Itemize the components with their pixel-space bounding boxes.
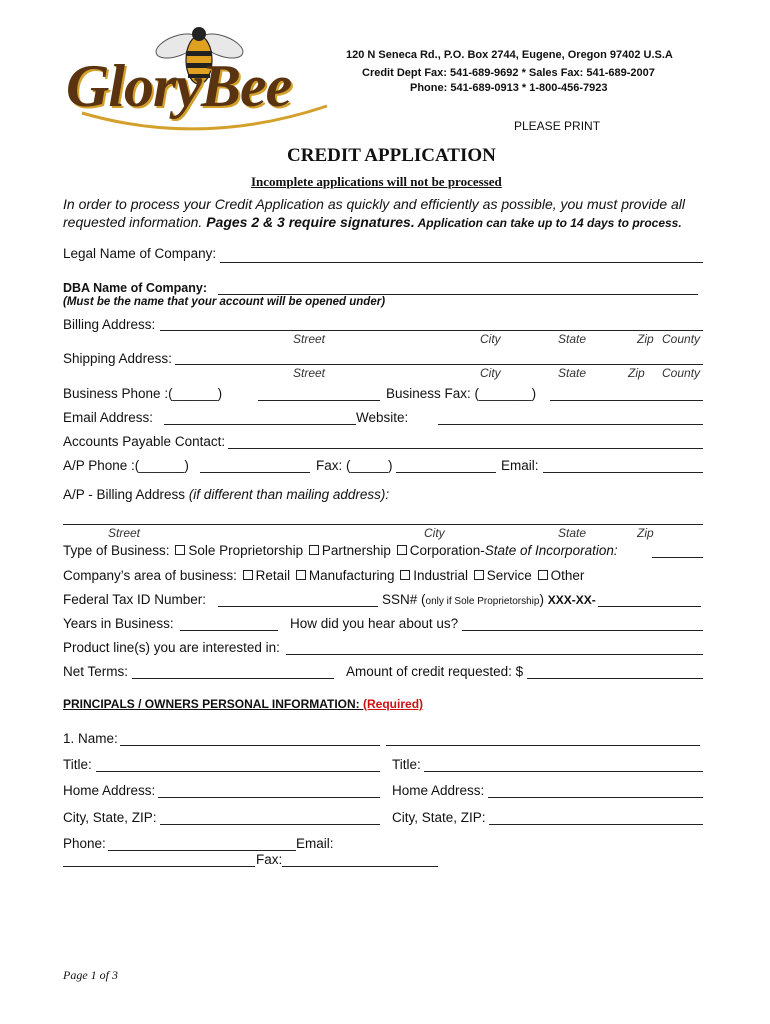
other-label: Other <box>550 568 585 583</box>
page-subtitle: Incomplete applications will not be processed <box>251 174 502 189</box>
ap-billing-label <box>63 487 389 502</box>
ap-email-line[interactable] <box>543 472 703 473</box>
principal-fax-line[interactable] <box>282 866 438 867</box>
sole-prop-label: Sole Proprietorship <box>188 543 304 558</box>
business-fax-label: Business Fax: (_______) <box>386 386 537 401</box>
principal-name-label: 1. Name: <box>63 731 118 746</box>
principal-1-city-line[interactable] <box>160 824 380 825</box>
legal-name-label: Legal Name of Company: <box>63 246 217 261</box>
billing-address-label: Billing Address: <box>63 317 156 332</box>
ap-fax-line[interactable] <box>396 472 496 473</box>
website-line[interactable] <box>438 424 703 425</box>
principal-fax-label: Fax: <box>256 852 283 867</box>
other-checkbox[interactable] <box>538 570 548 580</box>
principal-1-title-label: Title: <box>63 757 92 772</box>
ap-fax-label: Fax: (_____) <box>316 458 393 473</box>
manufacturing-label: Manufacturing <box>308 568 395 583</box>
billing-zip-label: Zip <box>637 332 654 346</box>
area-of-business-label: Company’s area of business: <box>63 568 237 583</box>
billing-state-label: State <box>558 332 587 346</box>
principal-email-label: Email: <box>296 836 334 851</box>
phone-info: Phone: 541-689-0913 * 1-800-456-7923 <box>410 82 608 94</box>
ap-zip-label: Zip <box>637 526 654 540</box>
logo-text: GloryBee <box>66 53 292 119</box>
shipping-county-label: County <box>662 366 701 380</box>
ssn-close: ) <box>539 592 544 607</box>
principal-1-title-line[interactable] <box>96 771 380 772</box>
ap-contact-line[interactable] <box>228 448 703 449</box>
fax-info: Credit Dept Fax: 541-689-9692 * Sales Fax: 541-689-2007 <box>362 67 655 79</box>
credit-requested-line[interactable] <box>527 678 703 679</box>
ap-email-label: Email: <box>501 458 539 473</box>
principal-2-name-line[interactable] <box>386 745 700 746</box>
shipping-street-label: Street <box>293 366 326 380</box>
service-checkbox[interactable] <box>474 570 484 580</box>
years-label: Years in Business: <box>63 616 174 631</box>
ap-billing-text: A/P - Billing Address <box>63 487 189 502</box>
corporation-label: Corporation- <box>409 543 485 558</box>
ssn-label: SSN# ( <box>382 592 426 607</box>
billing-city-label: City <box>480 332 501 346</box>
ap-phone-label: A/P Phone :(______) <box>63 458 189 473</box>
business-phone-line[interactable] <box>258 400 380 401</box>
product-lines-label: Product line(s) you are interested in: <box>63 640 280 655</box>
federal-tax-line[interactable] <box>218 606 378 607</box>
type-of-business-row <box>63 543 618 558</box>
principal-phone-label: Phone: <box>63 836 106 851</box>
product-lines-line[interactable] <box>286 654 703 655</box>
partnership-label: Partnership <box>321 543 391 558</box>
industrial-checkbox[interactable] <box>400 570 410 580</box>
website-label: Website: <box>356 410 409 425</box>
ap-city-label: City <box>424 526 445 540</box>
retail-label: Retail <box>255 568 291 583</box>
shipping-state-label: State <box>558 366 587 380</box>
dba-name-label: DBA Name of Company: <box>63 281 207 295</box>
ssn-line[interactable] <box>598 606 701 607</box>
please-print: PLEASE PRINT <box>514 119 601 133</box>
ap-state-label: State <box>558 526 587 540</box>
industrial-label: Industrial <box>413 568 469 583</box>
sole-prop-checkbox[interactable] <box>175 545 185 555</box>
years-line[interactable] <box>180 630 278 631</box>
principal-2-city-label: City, State, ZIP: <box>392 810 486 825</box>
principal-2-title-label: Title: <box>392 757 421 772</box>
ap-contact-label: Accounts Payable Contact: <box>63 434 226 449</box>
principal-2-city-line[interactable] <box>489 824 703 825</box>
net-terms-label: Net Terms: <box>63 664 129 679</box>
company-address: 120 N Seneca Rd., P.O. Box 2744, Eugene, Oregon 97402 U.S.A <box>346 49 673 61</box>
principals-heading <box>63 697 423 711</box>
intro-signatures: Pages 2 & 3 require signatures. <box>206 214 415 230</box>
ap-billing-note: (if different than mailing address): <box>188 487 390 502</box>
principal-1-home-line[interactable] <box>158 797 380 798</box>
billing-address-line[interactable] <box>160 330 703 331</box>
shipping-address-label: Shipping Address: <box>63 351 172 366</box>
intro-line-2 <box>63 214 682 230</box>
shipping-address-line[interactable] <box>175 364 703 365</box>
principals-heading-text: PRINCIPALS / OWNERS PERSONAL INFORMATION: <box>63 697 364 711</box>
billing-county-label: County <box>662 332 701 346</box>
billing-street-label: Street <box>293 332 326 346</box>
type-of-business-label: Type of Business: <box>63 543 170 558</box>
business-phone-label: Business Phone :(______) <box>63 386 223 401</box>
principal-phone-line[interactable] <box>108 850 296 851</box>
hear-line[interactable] <box>462 630 703 631</box>
business-fax-line[interactable] <box>550 400 703 401</box>
corporation-checkbox[interactable] <box>397 545 407 555</box>
credit-requested-label: Amount of credit requested: $ <box>346 664 524 679</box>
service-label: Service <box>486 568 532 583</box>
ap-street-label: Street <box>108 526 141 540</box>
ap-billing-line[interactable] <box>63 524 703 525</box>
company-logo <box>62 18 342 143</box>
principal-1-home-label: Home Address: <box>63 783 156 798</box>
state-of-inc-line[interactable] <box>652 557 703 558</box>
intro-line-1: In order to process your Credit Application as quickly and efficiently as possible, you must provide all <box>63 196 686 212</box>
legal-name-line[interactable] <box>220 262 703 263</box>
principal-1-city-label: City, State, ZIP: <box>63 810 157 825</box>
net-terms-line[interactable] <box>132 678 334 679</box>
page-number: Page 1 of 3 <box>63 968 118 982</box>
state-of-inc-label: State of Incorporation: <box>484 543 618 558</box>
retail-checkbox[interactable] <box>243 570 253 580</box>
shipping-zip-label: Zip <box>628 366 645 380</box>
intro-text-c: Application can take up to 14 days to process. <box>414 216 682 230</box>
email-address-line[interactable] <box>164 424 356 425</box>
federal-tax-label: Federal Tax ID Number: <box>63 592 207 607</box>
hear-label: How did you hear about us? <box>290 616 459 631</box>
area-of-business-row <box>63 568 584 583</box>
page-title: CREDIT APPLICATION <box>287 145 496 166</box>
ssn-note: only if Sole Proprietorship <box>425 596 540 607</box>
intro-text-a: requested information. <box>63 214 207 230</box>
principals-required: (Required) <box>363 697 424 711</box>
shipping-city-label: City <box>480 366 501 380</box>
principal-2-title-line[interactable] <box>424 771 703 772</box>
principal-2-home-line[interactable] <box>488 797 703 798</box>
ap-phone-line[interactable] <box>200 472 310 473</box>
ssn-row <box>382 592 596 607</box>
manufacturing-checkbox[interactable] <box>296 570 306 580</box>
principal-email-line[interactable] <box>63 866 255 867</box>
dba-note: (Must be the name that your account will be opened under) <box>63 296 386 308</box>
ssn-mask: XXX-XX- <box>547 593 596 607</box>
principal-1-name-line[interactable] <box>120 745 380 746</box>
dba-name-line[interactable] <box>218 294 698 295</box>
email-address-label: Email Address: <box>63 410 154 425</box>
principal-2-home-label: Home Address: <box>392 783 485 798</box>
partnership-checkbox[interactable] <box>309 545 319 555</box>
